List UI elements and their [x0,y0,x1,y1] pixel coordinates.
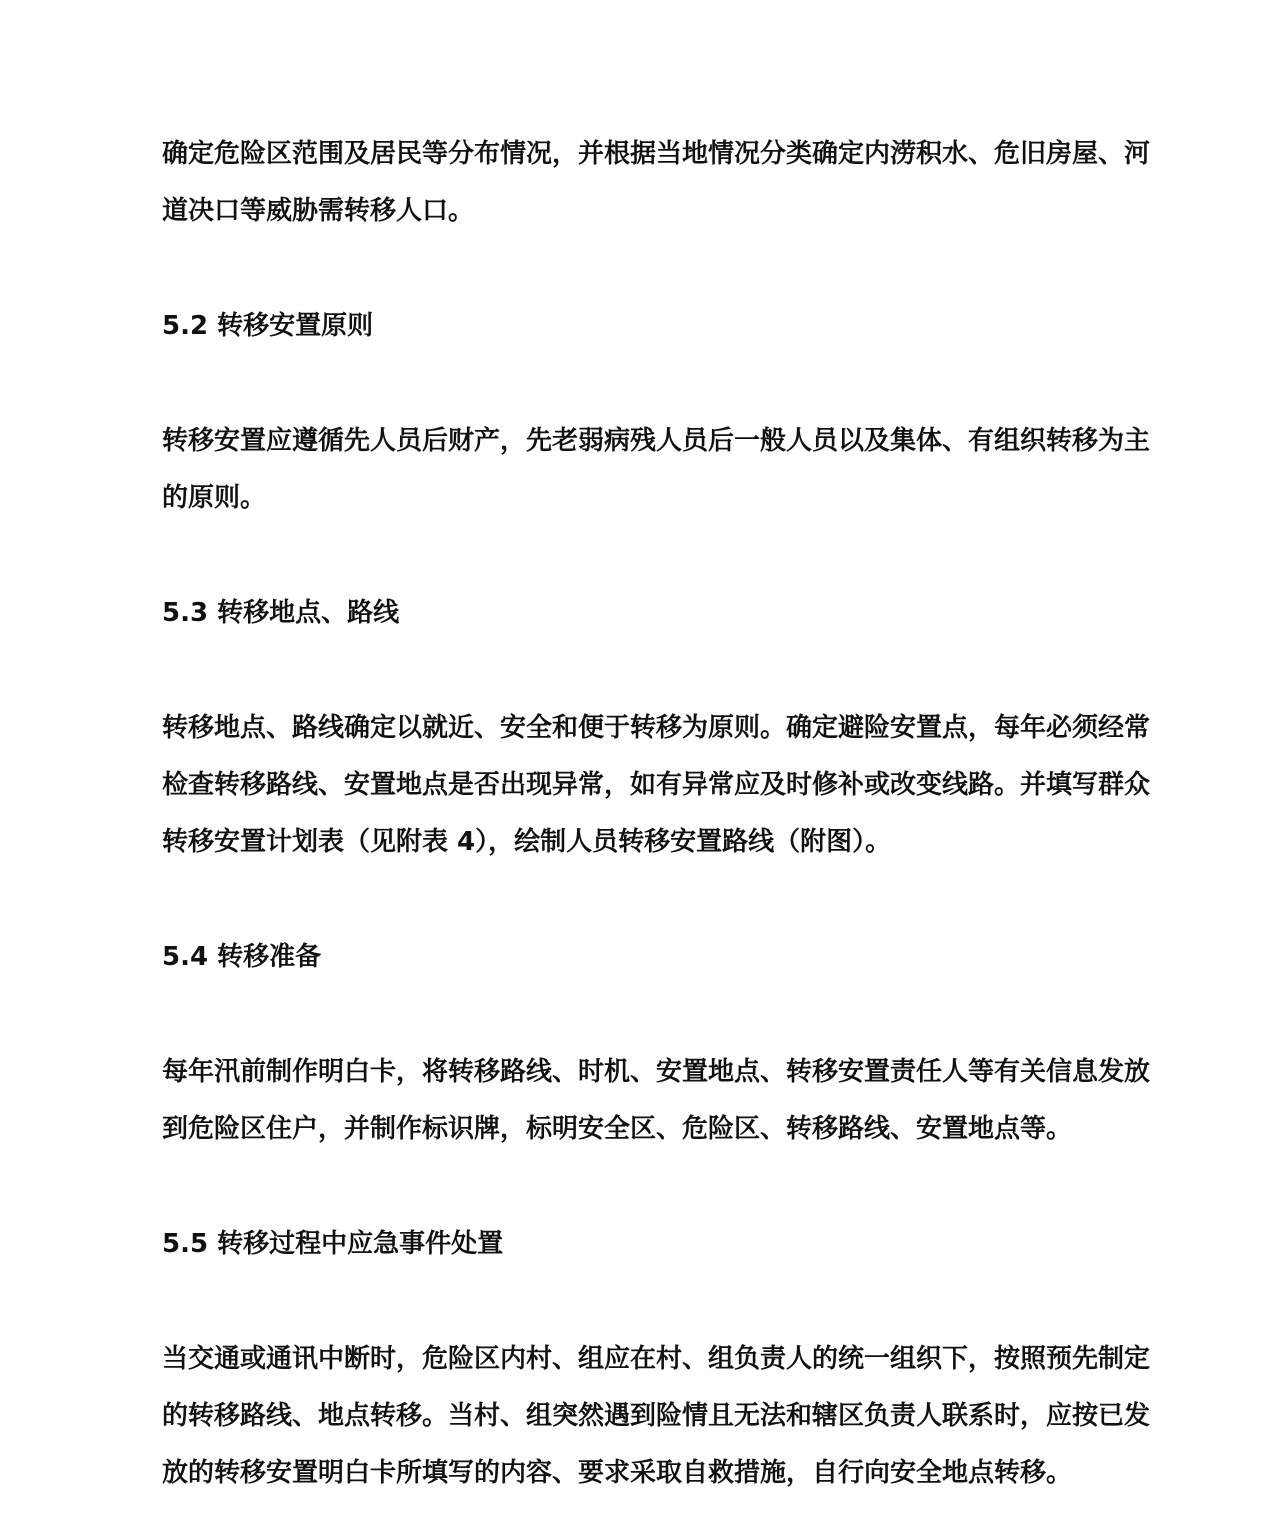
paragraph-intro: 确定危险区范围及居民等分布情况，并根据当地情况分类确定内涝积水、危旧房屋、河道决口等威胁需转移人口。 [162,139,1151,226]
paragraph-5-3: 转移地点、路线确定以就近、安全和便于转移为原则。确定避险安置点，每年必须经常检查转移路线、安置地点是否出现异常，如有异常应及时修补或改变线路。并填写群众转移安置计划表（见附表 4），绘制人员转移安置路线（附图）。 [162,713,1151,857]
spacer [162,986,1172,1044]
paragraph-5-4: 每年汛前制作明白卡，将转移路线、时机、安置地点、转移安置责任人等有关信息发放到危险区住户，并制作标识牌，标明安全区、危险区、转移路线、安置地点等。 [162,1057,1151,1144]
paragraph-5-5: 当交通或通讯中断时，危险区内村、组应在村、组负责人的统一组织下，按照预先制定的转移路线、地点转移。当村、组突然遇到险情且无法和辖区负责人联系时，应按已发放的转移安置明白卡所填写的内容、要求采取自救措施，自行向安全地点转移。 [162,1344,1151,1488]
section-heading-5-2: 5.2 转移安置原则 [162,311,374,341]
spacer [162,355,1172,413]
spacer [162,1158,1172,1216]
spacer [162,871,1172,929]
paragraph-5-2: 转移安置应遵循先人员后财产，先老弱病残人员后一般人员以及集体、有组织转移为主的原则。 [162,426,1151,513]
spacer [162,1273,1172,1331]
spacer [162,642,1172,700]
section-heading-5-5: 5.5 转移过程中应急事件处置 [162,1229,504,1259]
section-heading-5-4: 5.4 转移准备 [162,942,322,972]
document-body [162,126,1172,1502]
spacer [162,527,1172,585]
spacer [162,240,1172,298]
section-heading-5-3: 5.3 转移地点、路线 [162,598,400,628]
